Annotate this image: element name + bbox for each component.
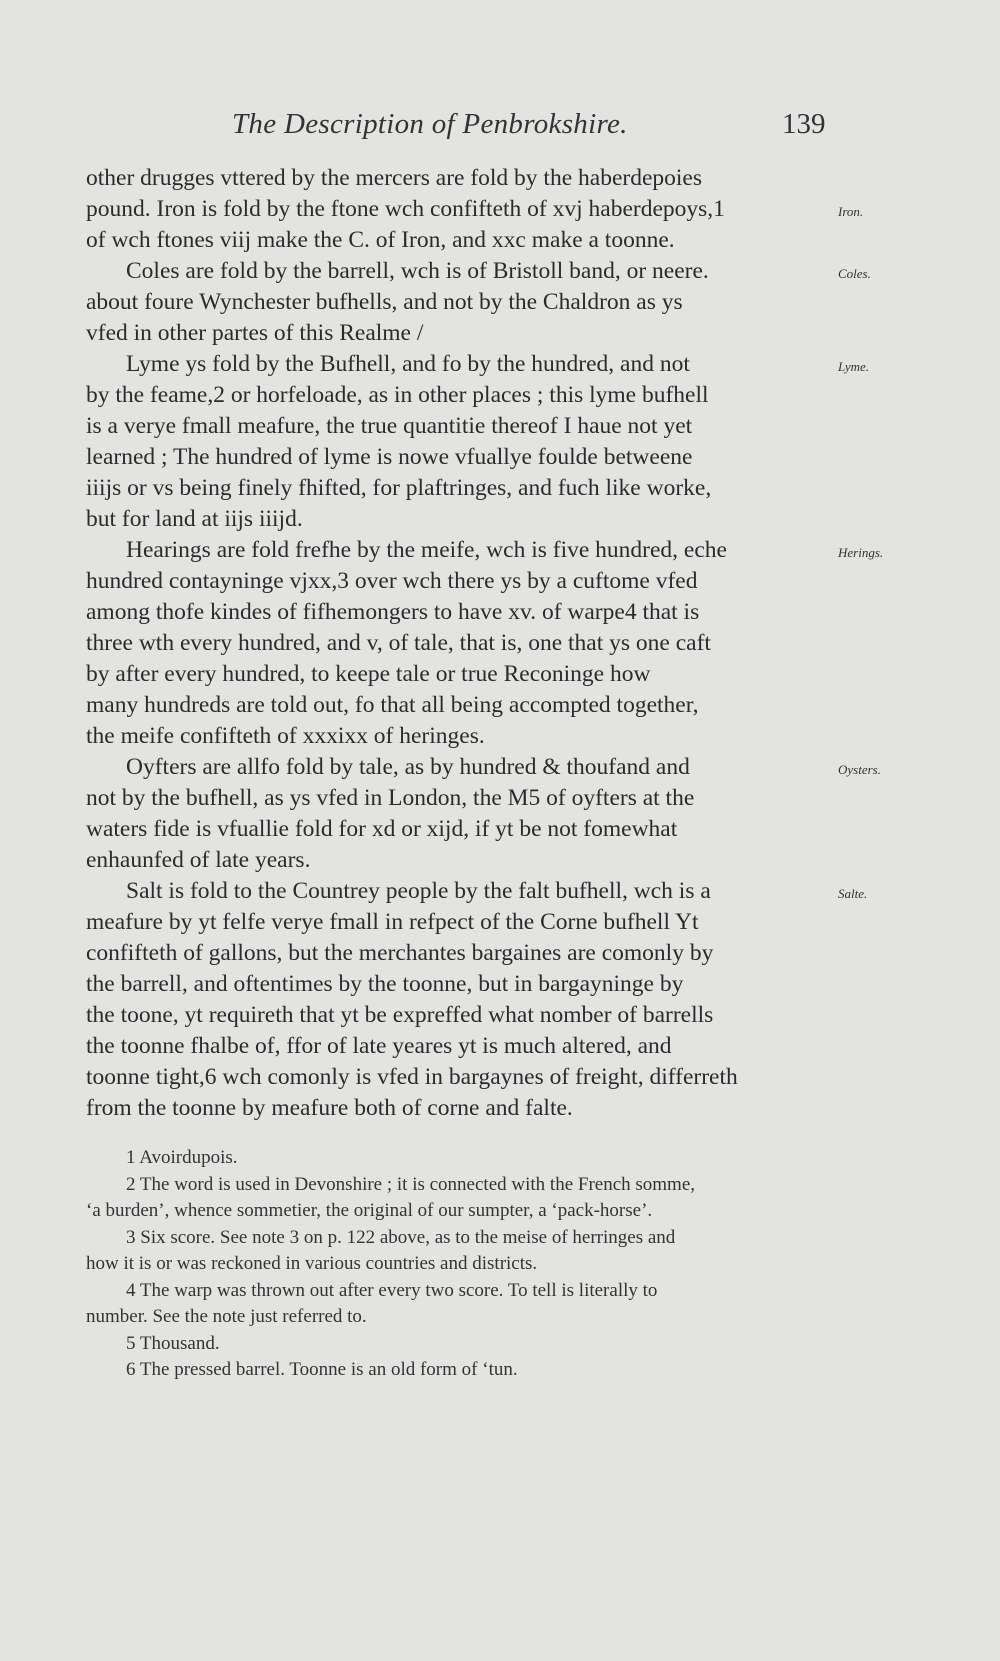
text-line-content: the toonne fhalbe of, ffor of late yeares yt is much altered, and [86,1033,672,1059]
text-line [86,256,871,287]
page-number: 139 [782,108,826,140]
text-line-content: is a verye fmall meafure, the true quantitie thereof I haue not yet [86,413,693,439]
text-line-content: enhaunfed of late years. [86,847,311,873]
text-line [86,504,836,535]
text-line-content: waters fide is vfuallie fold for xd or xijd, if yt be not fomewhat [86,816,678,842]
text-line [86,1093,836,1124]
text-line-content: Coles are fold by the barrell, wch is of Bristoll band, or neere. [126,258,709,284]
footnote-line: ‘a burden’, whence sommetier, the original of our sumpter, a ‘pack-horse’. [86,1200,653,1221]
text-line [86,845,836,876]
text-line-content: from the toonne by meafure both of corne and falte. [86,1095,573,1121]
text-line-content: by after every hundred, to keepe tale or true Reconinge how [86,661,651,687]
text-line [86,380,836,411]
text-line [86,318,836,349]
text-line [86,225,836,256]
footnote-line: 4 The warp was thrown out after every two score. To tell is literally to [126,1279,658,1301]
marginal-note: Herings. [838,545,884,560]
text-line-content: the toone, yt requireth that yt be expreffed what nomber of barrells [86,1002,714,1028]
text-line [86,194,864,225]
text-line [86,597,836,628]
text-line [86,1062,836,1093]
marginal-note: Salte. [838,886,868,901]
footnote-line: number. See the note just referred to. [86,1306,367,1327]
text-line [86,907,836,938]
text-line [86,1000,836,1031]
text-line [86,442,836,473]
text-line [86,783,836,814]
marginal-note: Oysters. [838,762,881,777]
text-line [86,566,836,597]
text-line [86,814,836,845]
footnote-line: how it is or was reckoned in various countries and districts. [86,1253,538,1274]
text-line [86,628,836,659]
text-line-content: hundred contayninge vjxx,3 over wch there ys by a cuftome vfed [86,568,698,594]
text-line [86,349,870,380]
text-line [86,721,836,752]
footnotes [86,1145,856,1384]
text-line-content: Salt is fold to the Countrey people by the falt bufhell, wch is a [126,878,711,904]
text-line [86,938,836,969]
text-line-content: the barrell, and oftentimes by the toonne, but in bargayninge by [86,971,684,997]
text-line-content: Hearings are fold frefhe by the meife, wch is five hundred, eche [126,537,727,563]
text-line [86,659,836,690]
text-line-content: vfed in other partes of this Realme / [86,320,424,346]
text-line-content: of wch ftones viij make the C. of Iron, and xxc make a toonne. [86,227,675,253]
text-line [86,969,836,1000]
text-line-content: not by the bufhell, as ys vfed in London, the M5 of oyfters at the [86,785,695,811]
text-line [86,411,836,442]
footnote-line: 5 Thousand. [126,1332,220,1354]
footnote-line: 1 Avoirdupois. [126,1147,238,1168]
footnote-line: 3 Six score. See note 3 on p. 122 above, as to the meise of herringes and [126,1226,676,1248]
text-line [86,163,836,194]
text-line-content: the meife confifteth of xxxixx of heringes. [86,723,485,749]
text-line-content: among thofe kindes of fifhemongers to have xv. of warpe4 that is [86,599,700,625]
text-line-content: Oyfters are allfo fold by tale, as by hundred & thoufand and [126,754,690,780]
text-line-content: other drugges vttered by the mercers are fold by the haberdepoies [86,165,702,191]
footnote-line: 6 The pressed barrel. Toonne is an old form of ‘tun. [126,1359,518,1380]
text-line-content: confifteth of gallons, but the merchantes bargaines are comonly by [86,940,714,966]
text-line [86,752,881,783]
text-line-content: by the feame,2 or horfeloade, as in other places ; this lyme bufhell [86,382,709,408]
body-text [86,163,884,1124]
text-line-content: meafure by yt felfe verye fmall in refpect of the Corne bufhell Yt [86,909,699,935]
text-line-content: Lyme ys fold by the Bufhell, and fo by the hundred, and not [126,351,690,377]
text-line-content: toonne tight,6 wch comonly is vfed in bargaynes of freight, differreth [86,1064,738,1090]
footnote-line: 2 The word is used in Devonshire ; it is connected with the French somme, [126,1173,696,1195]
text-line-content: pound. Iron is fold by the ftone wch confifteth of xvj haberdepoys,1 [86,196,725,222]
text-line-content: learned ; The hundred of lyme is nowe vfuallye foulde betweene [86,444,693,470]
text-line-content: iiijs or vs being finely fhifted, for plaftringes, and fuch like worke, [86,475,712,501]
text-line-content: about foure Wynchester bufhells, and not by the Chaldron as ys [86,289,683,315]
marginal-note: Iron. [838,204,864,219]
text-line [86,535,884,566]
text-line [86,1031,836,1062]
text-line-content: three wth every hundred, and v, of tale, that is, one that ys one caft [86,630,711,656]
text-line-content: but for land at iijs iiijd. [86,506,303,532]
text-line [86,473,836,504]
marginal-note: Lyme. [838,359,870,374]
marginal-note: Coles. [838,266,871,281]
text-line [86,876,868,907]
text-line [86,287,836,318]
text-line-content: many hundreds are told out, fo that all being accompted together, [86,692,699,718]
text-line [86,690,836,721]
running-title: The Description of Penbrokshire. [232,108,628,140]
